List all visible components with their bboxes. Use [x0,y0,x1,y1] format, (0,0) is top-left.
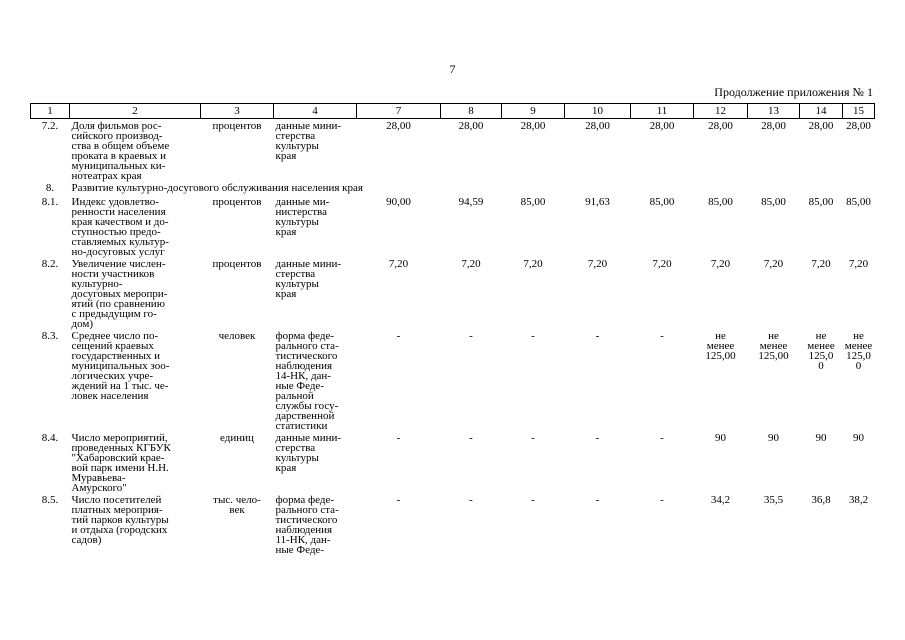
column-header-10: 10 [565,104,631,119]
row-number: 8.2. [41,258,59,270]
value-cell: - [660,494,664,506]
value-cell: 7,20 [811,258,831,270]
value-cell: - [531,494,535,506]
source-cell: данные ми- нистерства культуры края [275,196,330,238]
value-cell: 28,00 [708,120,733,132]
table-row [31,431,875,493]
section-title: Развитие культурно-досугового обслуживания населения края [71,182,363,194]
value-cell: 85,00 [761,196,786,208]
value-cell: 7,20 [652,258,672,270]
source-cell: форма феде- рального ста- тистического наблюдения 14-НК, дан- ные Феде- ральной службы госу- дарственной статистики [275,330,339,432]
value-cell: 94,59 [458,196,484,208]
table-body [31,119,875,556]
value-cell: - [396,494,401,506]
table-row [31,119,875,182]
unit-cell: человек [218,330,256,342]
value-cell: 91,63 [585,196,610,208]
value-cell: 28,00 [649,120,675,132]
value-cell: 7,20 [388,258,409,270]
indicator-name: Увеличение числен- ности участников культурно- досуговых меропри- ятий (по сравнению с предыдущим го- дом) [71,258,168,330]
indicator-name: Индекс удовлетво- ренности населения края качеством и до- ступностью предо- ставляемых культур- но-досуговых услуг [71,196,169,258]
source-cell: данные мини- стерства культуры края [275,120,342,162]
value-cell: 7,20 [461,258,481,270]
column-header-13: 13 [748,104,800,119]
source-cell: форма феде- рального ста- тистического наблюдения 11-НК, дан- ные Феде- [275,494,339,556]
column-header-15: 15 [843,104,875,119]
column-header-8: 8 [441,104,502,119]
continuation-note: Продолжение приложения № 1 [714,85,873,99]
indicator-name: Доля фильмов рос- сийского производ- ства в общем объеме проката в краевых и муниципальных ки- нотеатрах края [71,120,170,182]
value-cell: - [595,494,600,506]
value-cell: 28,00 [846,120,871,132]
row-number: 8. [45,182,55,194]
table-row [31,329,875,431]
column-header-4: 4 [274,104,357,119]
value-cell: - [595,432,600,444]
column-header-7: 7 [357,104,441,119]
value-cell: 85,00 [708,196,733,208]
indicator-name: Число мероприятий, проведенных КГБУК "Хабаровский крае- вой парк имени Н.Н. Муравьева- Амурского" [71,432,171,494]
column-header-1: 1 [31,104,70,119]
row-number: 8.3. [41,330,59,342]
value-cell: 28,00 [520,120,546,132]
value-cell: - [469,432,473,444]
unit-cell: единиц [220,432,254,444]
value-cell: 7,20 [710,258,731,270]
value-cell: 28,00 [386,120,411,132]
value-cell: - [660,330,664,342]
value-cell: 28,00 [458,120,484,132]
value-cell: - [469,330,473,342]
value-cell: 38,2 [848,494,869,506]
value-cell: не менее 125,0 0 [807,330,835,372]
value-cell: не менее 125,00 [758,330,789,362]
indicator-name: Число посетителей платных мероприя- тий парков культуры и отдыха (городских садов) [71,494,169,546]
row-number: 8.1. [41,196,59,208]
source-cell: данные мини- стерства культуры края [275,432,342,474]
row-number: 7.2. [41,120,59,132]
value-cell: 7,20 [523,258,543,270]
value-cell: 7,20 [587,258,608,270]
value-cell: 85,00 [808,196,834,208]
value-cell: 28,00 [585,120,610,132]
value-cell: 85,00 [649,196,675,208]
column-header-12: 12 [694,104,748,119]
section-row [31,181,875,195]
table-row [31,257,875,329]
row-number: 8.4. [41,432,59,444]
value-cell: - [531,330,535,342]
row-number: 8.5. [41,494,59,506]
value-cell: не менее 125,00 [705,330,736,362]
value-cell: - [531,432,535,444]
table-row [31,195,875,257]
value-cell: 28,00 [761,120,786,132]
source-cell: данные мини- стерства культуры края [275,258,342,300]
column-header-2: 2 [70,104,201,119]
value-cell: 35,5 [763,494,784,506]
value-cell: 85,00 [520,196,546,208]
column-header-9: 9 [502,104,565,119]
value-cell: 7,20 [848,258,869,270]
page-number: 7 [449,62,456,76]
value-cell: - [660,432,664,444]
value-cell: 7,20 [763,258,784,270]
table-header-row [31,104,875,119]
value-cell: не менее 125,0 0 [844,330,873,372]
unit-cell: процентов [212,258,262,270]
value-cell: 34,2 [710,494,731,506]
column-header-11: 11 [631,104,694,119]
unit-cell: процентов [212,196,262,208]
unit-cell: тыс. чело- век [213,494,261,516]
value-cell: - [396,432,401,444]
value-cell: - [396,330,401,342]
value-cell: 85,00 [846,196,871,208]
value-cell: 90 [853,432,864,444]
column-header-14: 14 [800,104,843,119]
value-cell: 90,00 [386,196,411,208]
value-cell: 36,8 [811,494,831,506]
value-cell: - [595,330,600,342]
value-cell: 90 [768,432,779,444]
unit-cell: процентов [212,120,262,132]
table-row [31,493,875,555]
value-cell: 90 [715,432,726,444]
indicator-name: Среднее число по- сещений краевых государственных и муниципальных зоо- логических учре- ждений на 1 тыс. че- ловек населения [71,330,170,402]
column-header-3: 3 [201,104,274,119]
value-cell: 28,00 [808,120,834,132]
value-cell: - [469,494,473,506]
value-cell: 90 [815,432,827,444]
indicators-table [30,103,875,555]
